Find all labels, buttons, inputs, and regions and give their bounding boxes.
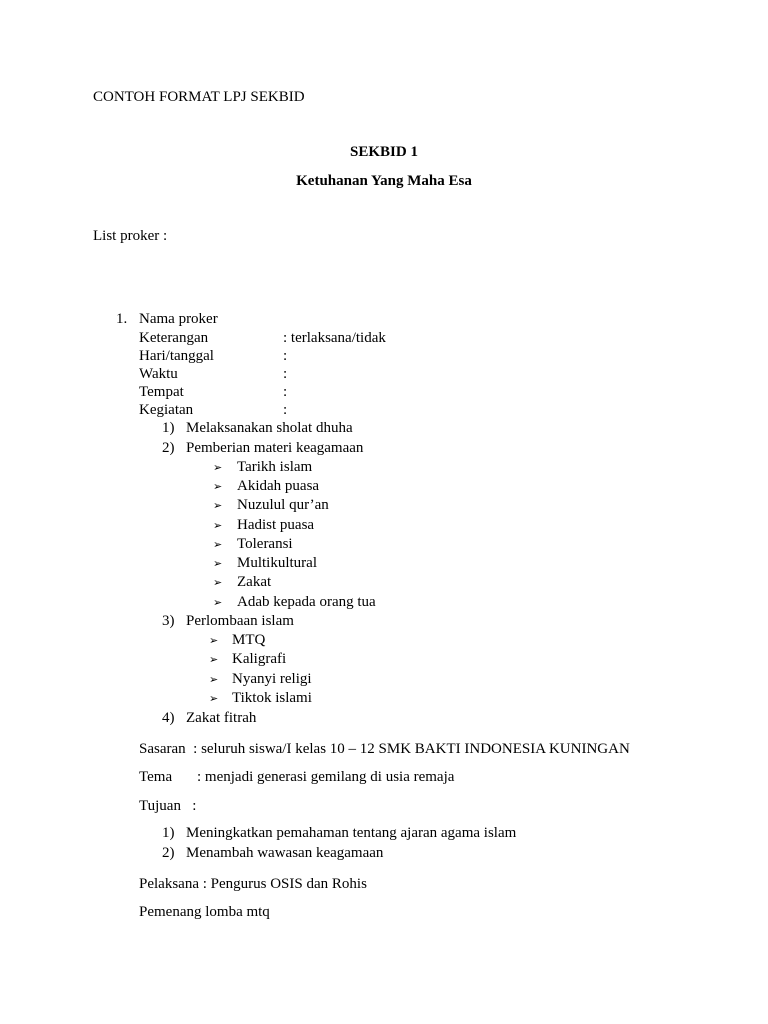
kegiatan-number: 2) xyxy=(162,440,175,456)
kegiatan-text: Melaksanakan sholat dhuha xyxy=(186,420,353,436)
kegiatan-text: Pemberian materi keagamaan xyxy=(186,440,364,456)
materi-item: Multikultural xyxy=(237,555,317,571)
arrow-bullet-icon: ➢ xyxy=(209,692,219,705)
tema-value: : menjadi generasi gemilang di usia remaja xyxy=(197,769,455,785)
list-proker-label: List proker : xyxy=(93,228,168,244)
arrow-bullet-icon: ➢ xyxy=(213,557,223,570)
field-label: Kegiatan xyxy=(139,402,194,418)
lomba-item: MTQ xyxy=(232,632,266,648)
arrow-bullet-icon: ➢ xyxy=(213,480,223,493)
lomba-item: Kaligrafi xyxy=(232,651,287,667)
arrow-bullet-icon: ➢ xyxy=(209,673,219,686)
materi-item: Toleransi xyxy=(237,536,293,552)
pelaksana-line: Pelaksana : Pengurus OSIS dan Rohis xyxy=(139,876,367,892)
field-label: Keterangan xyxy=(139,330,209,346)
materi-item: Akidah puasa xyxy=(237,478,320,494)
arrow-bullet-icon: ➢ xyxy=(209,634,219,647)
tujuan-label: Tujuan : xyxy=(139,798,197,814)
tema-label: Tema xyxy=(139,769,173,785)
tujuan-text: Meningkatkan pemahaman tentang ajaran agama islam xyxy=(186,825,517,841)
document-title: SEKBID 1 xyxy=(350,144,418,160)
field-value: : terlaksana/tidak xyxy=(283,330,386,346)
tujuan-number: 1) xyxy=(162,825,175,841)
kegiatan-number: 1) xyxy=(162,420,175,436)
field-value: : xyxy=(283,366,288,382)
field-value: : xyxy=(283,384,288,400)
materi-item: Zakat xyxy=(237,574,272,590)
arrow-bullet-icon: ➢ xyxy=(213,576,223,589)
field-label: Hari/tanggal xyxy=(139,348,214,364)
sasaran-line: Sasaran : seluruh siswa/I kelas 10 – 12 SMK BAKTI INDONESIA KUNINGAN xyxy=(139,741,630,757)
field-value: : xyxy=(283,348,288,364)
document-header: CONTOH FORMAT LPJ SEKBID xyxy=(93,89,305,105)
kegiatan-text: Zakat fitrah xyxy=(186,710,257,726)
item-name: Nama proker xyxy=(139,311,218,327)
field-value: : xyxy=(283,402,288,418)
arrow-bullet-icon: ➢ xyxy=(213,461,223,474)
arrow-bullet-icon: ➢ xyxy=(213,538,223,551)
materi-item: Tarikh islam xyxy=(237,459,313,475)
item-number: 1. xyxy=(116,311,128,327)
arrow-bullet-icon: ➢ xyxy=(209,653,219,666)
arrow-bullet-icon: ➢ xyxy=(213,596,223,609)
pemenang-line: Pemenang lomba mtq xyxy=(139,904,270,920)
arrow-bullet-icon: ➢ xyxy=(213,519,223,532)
tujuan-number: 2) xyxy=(162,845,175,861)
materi-item: Hadist puasa xyxy=(237,517,315,533)
lomba-item: Tiktok islami xyxy=(232,690,312,706)
materi-item: Adab kepada orang tua xyxy=(237,594,376,610)
kegiatan-text: Perlombaan islam xyxy=(186,613,294,629)
document-subtitle: Ketuhanan Yang Maha Esa xyxy=(296,173,472,189)
kegiatan-number: 3) xyxy=(162,613,175,629)
tujuan-text: Menambah wawasan keagamaan xyxy=(186,845,384,861)
kegiatan-number: 4) xyxy=(162,710,175,726)
arrow-bullet-icon: ➢ xyxy=(213,499,223,512)
lomba-item: Nyanyi religi xyxy=(232,671,312,687)
materi-item: Nuzulul qur’an xyxy=(237,497,329,513)
field-label: Waktu xyxy=(139,366,178,382)
field-label: Tempat xyxy=(139,384,184,400)
